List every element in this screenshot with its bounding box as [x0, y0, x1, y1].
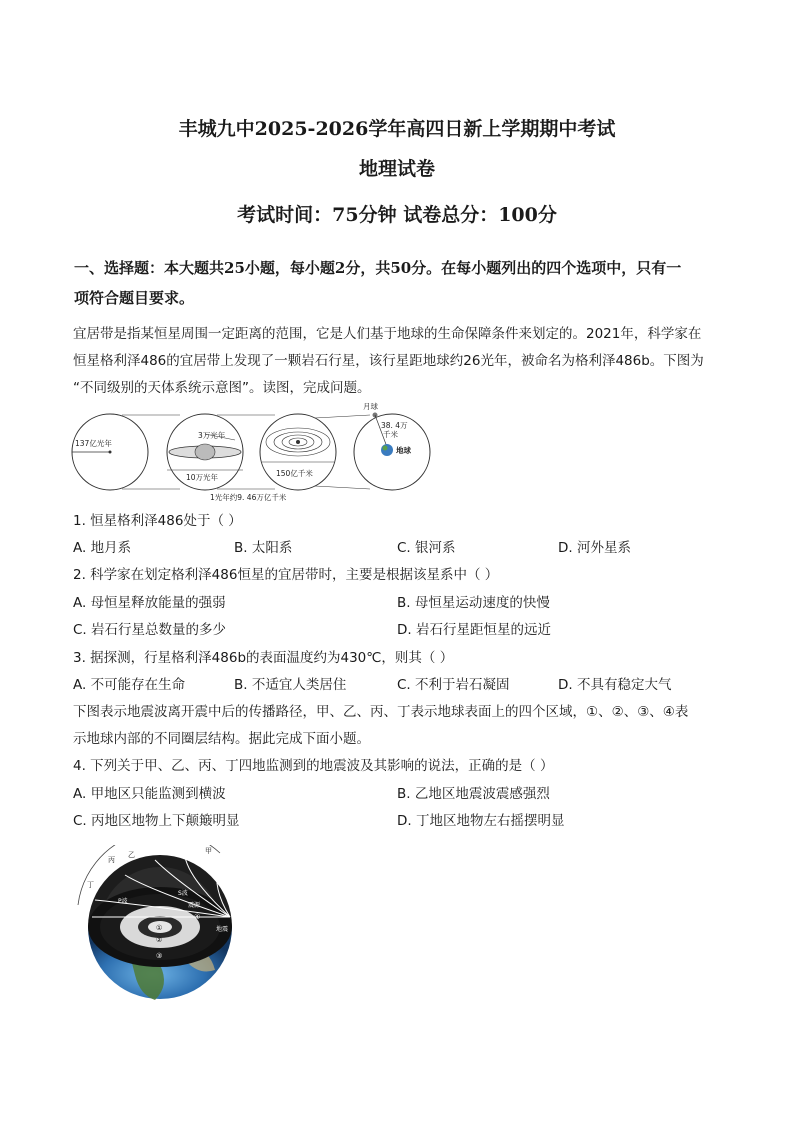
passage1-line1: 宜居带是指某恒星周围一定距离的范围，它是人们基于地球的生命保障条件来划定的。2021年，科学家在	[73, 326, 702, 342]
label-quake: 地震	[216, 926, 229, 933]
q4-option-c[interactable]: C. 丙地区地物上下颠簸明显	[73, 813, 240, 829]
label-pwave: P波	[118, 898, 128, 905]
exam-title: 丰城九中2025-2026学年高四日新上学期期中考试	[178, 118, 616, 140]
q2-option-d[interactable]: D. 岩石行星距恒星的远近	[397, 622, 551, 638]
passage2-line2: 示地球内部的不同圈层结构。据此完成下面小题。	[73, 731, 370, 747]
q2-option-a[interactable]: A. 母恒星释放能量的强弱	[73, 595, 226, 611]
label-source: 震源	[188, 902, 201, 909]
label-yi: 乙	[128, 851, 135, 859]
label-dist2: 千米	[383, 430, 398, 439]
q2-stem: 2. 科学家在划定格利泽486恒星的宜居带时，主要是根据该星系中（ ）	[73, 567, 499, 583]
q4-stem: 4. 下列关于甲、乙、丙、丁四地监测到的地震波及其影响的说法，正确的是（ ）	[73, 758, 554, 774]
label-1: ①	[156, 924, 163, 932]
q1-option-a[interactable]: A. 地月系	[73, 540, 132, 556]
q2-option-c[interactable]: C. 岩石行星总数量的多少	[73, 622, 227, 638]
q1-option-c[interactable]: C. 银河系	[397, 540, 456, 556]
label-10wan: 10万光年	[186, 473, 219, 482]
q2-option-b[interactable]: B. 母恒星运动速度的快慢	[397, 595, 550, 611]
seismic-wave-figure	[70, 845, 245, 1010]
q3-option-b[interactable]: B. 不适宜人类居住	[234, 677, 347, 693]
q4-option-d[interactable]: D. 丁地区地物左右摇摆明显	[397, 813, 565, 829]
q4-option-a[interactable]: A. 甲地区只能监测到横波	[73, 786, 226, 802]
label-dist1: 38. 4万	[381, 421, 408, 430]
label-swave: S波	[178, 890, 188, 897]
figure1-caption: 1光年约9. 46万亿千米	[210, 493, 287, 502]
label-2: ②	[156, 936, 163, 944]
passage2-line1: 下图表示地震波离开震中后的传播路径，甲、乙、丙、丁表示地球表面上的四个区域，①、②、③、④表	[73, 704, 689, 720]
label-ding: 丁	[87, 881, 94, 889]
label-3wan: 3万光年	[198, 431, 226, 440]
label-earth: 地球	[396, 446, 411, 455]
label-3: ③	[156, 952, 163, 960]
celestial-systems-figure	[70, 400, 435, 505]
q1-option-d[interactable]: D. 河外星系	[558, 540, 631, 556]
q3-option-c[interactable]: C. 不利于岩石凝固	[397, 677, 510, 693]
q1-option-b[interactable]: B. 太阳系	[234, 540, 293, 556]
label-4: ④	[194, 913, 201, 921]
passage1-line3: “不同级别的天体系统示意图”。读图，完成问题。	[73, 380, 371, 396]
q3-option-a[interactable]: A. 不可能存在生命	[73, 677, 186, 693]
q4-option-b[interactable]: B. 乙地区地震波震感强烈	[397, 786, 550, 802]
q3-stem: 3. 据探测，行星格利泽486b的表面温度约为430℃，则其（ ）	[73, 650, 454, 666]
section-heading-line1: 一、选择题：本大题共25小题，每小题2分，共50分。在每小题列出的四个选项中，只有一	[74, 259, 682, 277]
q1-stem: 1. 恒星格利泽486处于（ ）	[73, 513, 242, 529]
label-moon: 月球	[363, 402, 378, 411]
passage1-line2: 恒星格利泽486的宜居带上发现了一颗岩石行星，该行星距地球约26光年，被命名为格利泽486b。下图为	[73, 353, 704, 369]
label-150yi: 150亿千米	[276, 469, 313, 478]
subject-title: 地理试卷	[358, 158, 435, 180]
label-137: 137亿光年	[75, 439, 112, 448]
exam-info: 考试时间：75分钟 试卷总分：100分	[237, 204, 557, 226]
q3-option-d[interactable]: D. 不具有稳定大气	[558, 677, 672, 693]
section-heading-line2: 项符合题目要求。	[74, 289, 195, 307]
label-jia: 甲	[205, 847, 212, 855]
label-bing: 丙	[108, 856, 115, 864]
